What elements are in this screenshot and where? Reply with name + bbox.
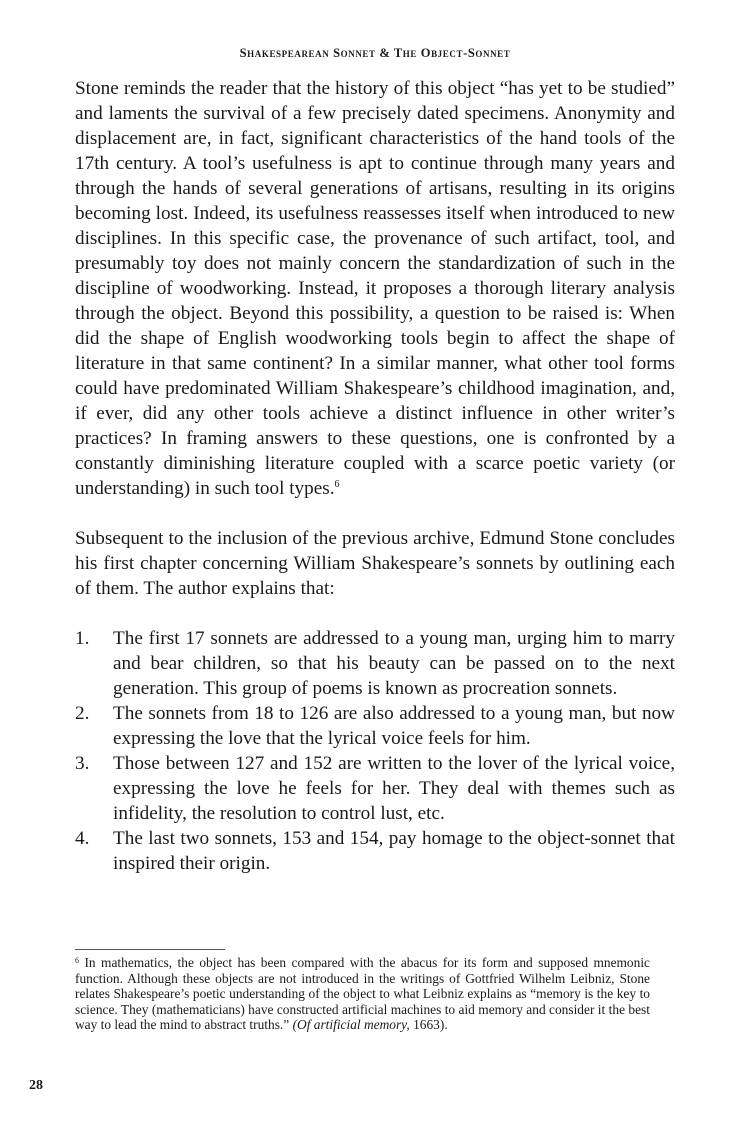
list-item-number: 4.: [75, 828, 90, 849]
list-item-text: The first 17 sonnets are addressed to a young man, urging him to marry and bear children, so that his beauty can be passed on to the next generation. This group of poems is known as procreation sonnets.: [113, 628, 675, 699]
list-item-number: 2.: [75, 703, 90, 724]
footnote: [75, 955, 650, 1033]
sonnet-groups-list: [75, 626, 675, 876]
list-item: [75, 626, 675, 701]
footnote-reference[interactable]: 6: [334, 479, 340, 490]
footnote-citation-year: 1663).: [413, 1017, 448, 1033]
list-item-text: Those between 127 and 152 are written to the lover of the lyrical voice, expressing the love he feels for her. They deal with themes such as infidelity, the resolution to control lust, etc.: [113, 753, 675, 824]
list-item-number: 1.: [75, 628, 90, 649]
running-head: Shakespearean Sonnet & The Object-Sonnet: [239, 46, 511, 60]
list-item: [75, 826, 675, 876]
paragraph-1: [75, 76, 675, 501]
footnote-text: In mathematics, the object has been compared with the abacus for its form and supposed mnemonic function. Although these objects are not introduced in the writings of Gottfried Wilhelm Leibniz, Stone relates Shakespeare’s poetic understanding of the object to what Leibniz explains as “memory is the key to science. They (mathematicians) have constructed artificial machines to aid memory and consider it the best way to lead the mind to abstract truths.”: [75, 955, 650, 1033]
main-text: [75, 76, 675, 876]
paragraph-2: Subsequent to the inclusion of the previous archive, Edmund Stone concludes his first chapter concerning William Shakespeare’s sonnets by outlining each of them. The author explains that:: [75, 528, 675, 599]
footnote-divider: [75, 949, 225, 950]
list-item: [75, 751, 675, 826]
list-item-text: The last two sonnets, 153 and 154, pay homage to the object-sonnet that inspired their origin.: [113, 828, 675, 874]
footnote-citation-title: (Of artificial memory,: [292, 1017, 410, 1033]
list-item-text: The sonnets from 18 to 126 are also addressed to a young man, but now expressing the love that the lyrical voice feels for him.: [113, 703, 675, 749]
footnote-marker: 6: [75, 956, 79, 965]
paragraph-1-text: Stone reminds the reader that the history of this object “has yet to be studied” and laments the survival of a few precisely dated specimens. Anonymity and displacement are, in fact, significant characteristics of the hand tools of the 17th century. A tool’s usefulness is apt to continue through many years and through the hands of several generations of artisans, resulting in its origins becoming lost. Indeed, its usefulness reassesses itself when introduced to new disciplines. In this specific case, the provenance of such artifact, tool, and presumably toy does not mainly concern the standardization of such in the discipline of woodworking. Instead, it proposes a thorough literary analysis through the object. Beyond this possibility, a question to be raised is: When did the shape of English woodworking tools begin to affect the shape of literature in that same continent? In a similar manner, what other tool forms could have predominated William Shakespeare’s childhood imagination, and, if ever, did any other tools achieve a distinct influence in other writer’s practices? In framing answers to these questions, one is confronted by a constantly diminishing literature coupled with a scarce poetic variety (or understanding) in such tool types.: [75, 78, 675, 499]
list-item: [75, 701, 675, 751]
list-item-number: 3.: [75, 753, 90, 774]
page-number: 28: [29, 1078, 43, 1093]
